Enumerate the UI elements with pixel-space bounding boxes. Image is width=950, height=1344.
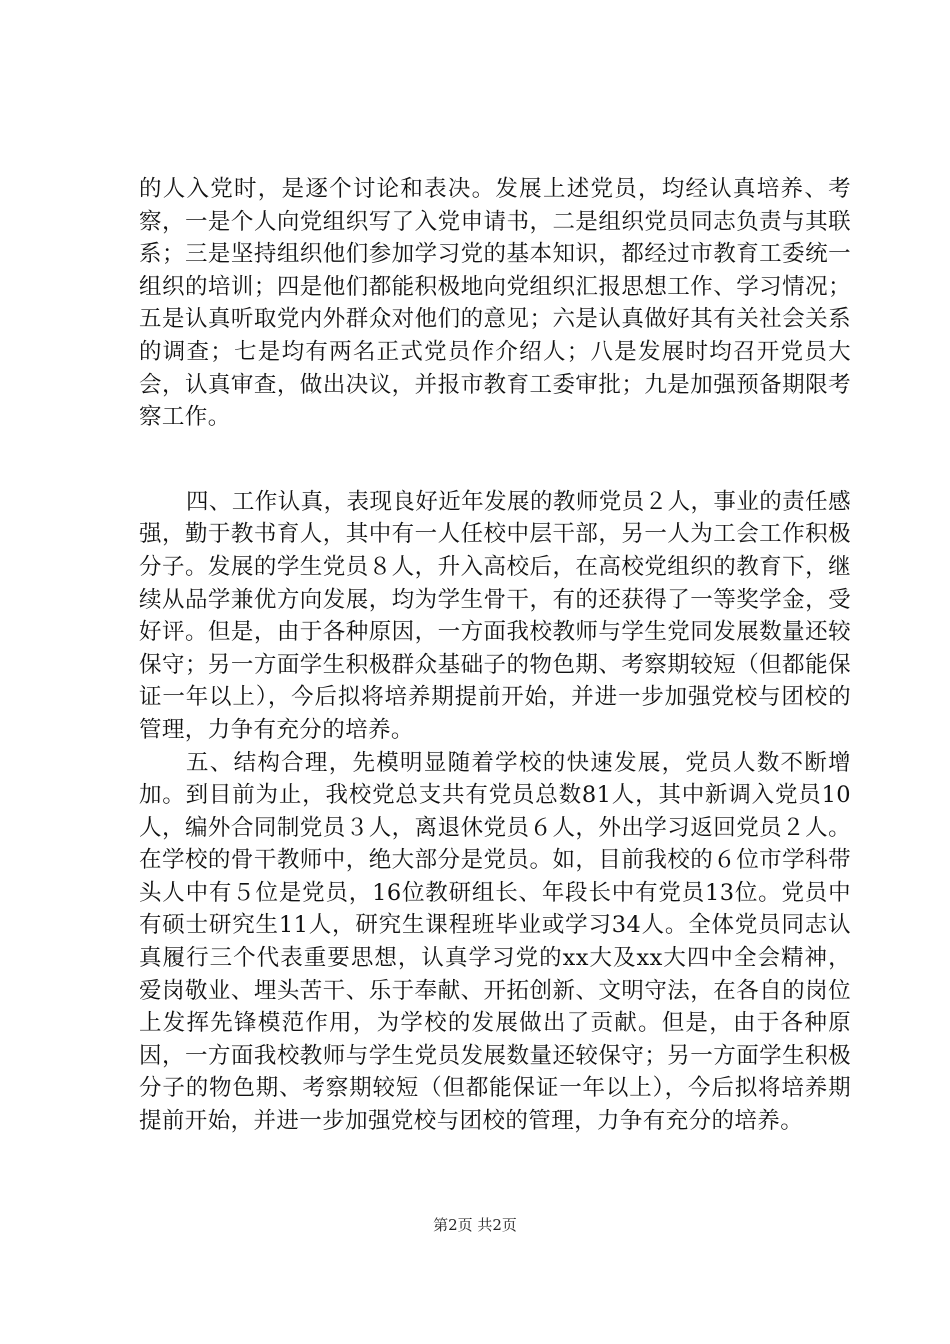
paragraph-section-four: 四、工作认真，表现良好近年发展的教师党员２人，事业的责任感强，勤于教书育人，其中有一人任校中层干部，另一人为工会工作积极分子。发展的学生党员８人，升入高校后，在高校党组织的教育下，继续从品学兼优方向发展，均为学生骨干，有的还获得了一等奖学金，受好评。但是，由于各种原因，一方面我校教师与学生党同发展数量还较保守；另一方面学生积极群众基础子的物色期、考察期较短（但都能保证一年以上），今后拟将培养期提前开始，并进一步加强党校与团校的管理，力争有充分的培养。 [139, 488, 851, 743]
page-footer [0, 1215, 950, 1235]
paragraph-continuation: 的人入党时，是逐个讨论和表决。发展上述党员，均经认真培养、考察，一是个人向党组织写了入党申请书，二是组织党员同志负责与其联系；三是坚持组织他们参加学习党的基本知识，都经过市教育工委统一组织的培训；四是他们都能积极地向党组织汇报思想工作、学习情况；五是认真听取党内外群众对他们的意见；六是认真做好其有关社会关系的调查；七是均有两名正式党员作介绍人；八是发展时均召开党员大会，认真审查，做出决议，并报市教育工委审批；九是加强预备期限考察工作。 [139, 176, 851, 431]
paragraph-gap [139, 434, 851, 486]
page-number-label: 第2页 共2页 [433, 1216, 517, 1234]
paragraph-section-five: 五、结构合理，先模明显随着学校的快速发展，党员人数不断增加。到目前为止，我校党总支共有党员总数81人，其中新调入党员10人，编外合同制党员３人，离退休党员６人，外出学习返回党员２人。在学校的骨干教师中，绝大部分是党员。如，目前我校的６位市学科带头人中有５位是党员，16位教研组长、年段长中有党员13位。党员中有硕士研究生11人，研究生课程班毕业或学习34人。全体党员同志认真履行三个代表重要思想，认真学习党的xx大及xx大四中全会精神，爱岗敬业、埋头苦干、乐于奉献、开拓创新、文明守法，在各自的岗位上发挥先锋模范作用，为学校的发展做出了贡献。但是，由于各种原因，一方面我校教师与学生党员发展数量还较保守；另一方面学生积极分子的物色期、考察期较短（但都能保证一年以上），今后拟将培养期提前开始，并进一步加强党校与团校的管理，力争有充分的培养。 [139, 749, 851, 1135]
document-body [139, 173, 851, 1138]
